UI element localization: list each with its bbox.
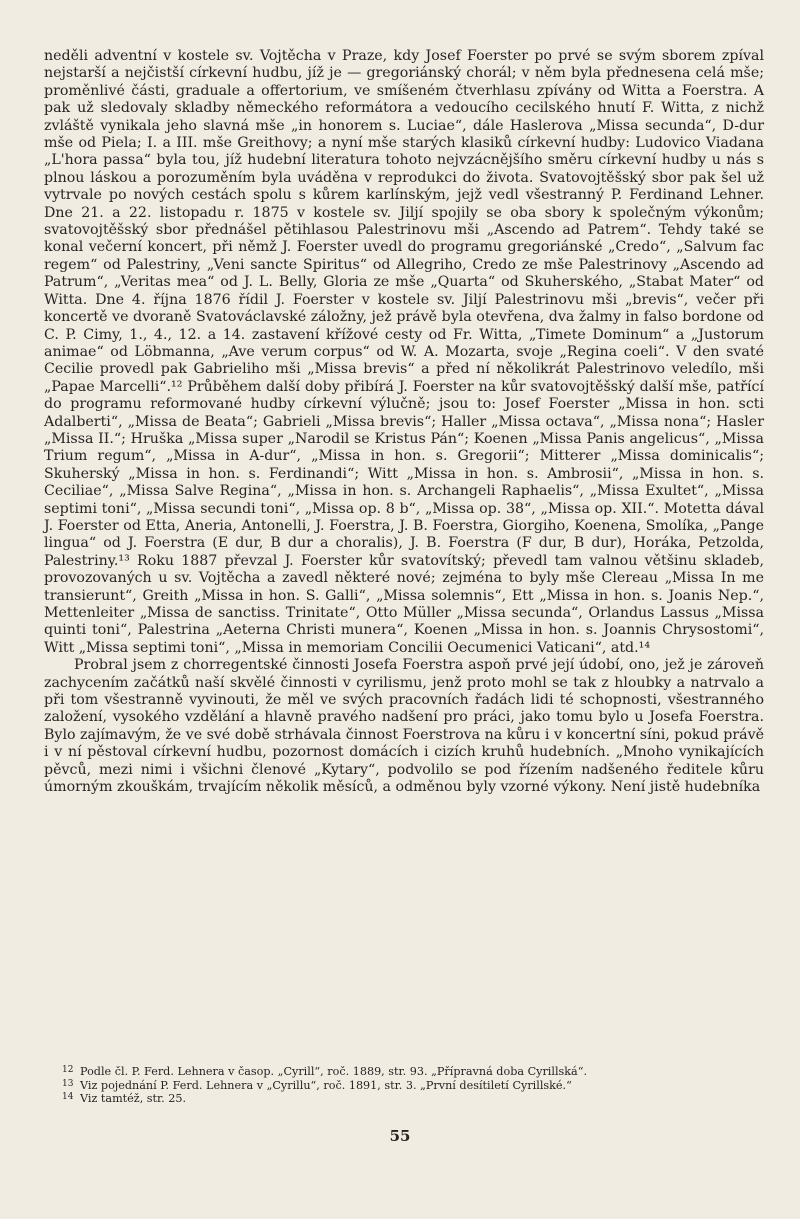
footnote-13 [62, 1079, 762, 1093]
footnote-number: 14 [62, 1092, 74, 1103]
footnote-number: 13 [62, 1078, 74, 1089]
footnote-text: Viz tamtéž, str. 25. [80, 1092, 187, 1106]
footnote-14 [62, 1092, 762, 1106]
page-number: 55 [389, 1127, 411, 1145]
paragraph-1: neděli adventní v kostele sv. Vojtěcha v Praze, kdy Josef Foerster po prvé se svým sborem zpíval nejstarší a nejčistší církevní hudbu, jíž je — gregoriánský chorál; v něm byla přednesena celá mše; proměnlivé části, graduale a offertorium, ve smíšeném čtverhlasu zpívány od Witta a Foerstra. A pak už sledovaly skladby německého reformátora a vedoucího cecilského hnutí F. Witta, z nichž zvláště vynikala jeho slavná mše „in honorem s. Luciae“, dále Haslerova „Missa secunda“, D-dur mše od Piela; I. a III. mše Greithovy; a nyní mše starých klasiků církevní hudby: Ludovico Viadana „L'hora passa“ byla tou, jíž hudební literatura tohoto nejvzácnějšího směru církevní hudby u nás s plnou láskou a porozuměním byla uváděna v reprodukci do života. Svatovojtěšský sbor pak šel už vytrvale po nových cestách spolu s kůrem karlínským, jejž vedl všestranný P. Ferdinand Lehner. Dne 21. a 22. listopadu r. 1875 v kostele sv. Jiljí spojily se oba sbory k společným výkonům; svatovojtěšský sbor přednášel pětihlasou Palestrinovu mši „Ascendo ad Patrem“. Tehdy také se konal večerní koncert, při němž J. Foerster uvedl do programu gregoriánské „Credo“, „Salvum fac regem“ od Palestriny, „Veni sancte Spiritus“ od Allegriho, Credo ze mše Palestrinovy „Ascendo ad Patrum“, „Veritas mea“ od J. L. Belly, Gloria ze mše „Quarta“ od Skuherského, „Stabat Mater“ od Witta. Dne 4. října 1876 řídil J. Foerster v kostele sv. Jiljí Palestrinovu mši „brevis“, večer při koncertě ve dvoraně Svatováclavské záložny, jež právě byla otevřena, dva žalmy in falso bordone od C. P. Cimy, 1., 4., 12. a 14. zastavení křížové cesty od Fr. Witta, „Timete Dominum“ a „Justorum animae“ od Löbmanna, „Ave verum corpus“ od W. A. Mozarta, svoje „Regina coeli“. V den svaté Cecilie provedl pak Gabrieliho mši „Missa brevis“ a před ní několikrát Palestrinovo veledílo, mši „Papae Marcelli“.¹² Průběhem další doby přibírá J. Foerster na kůr svatovojtěšský další mše, patřící do programu reformované hudby církevní výlučně; jsou to: Josef Foerster „Missa in hon. scti Adalberti“, „Missa de Beata“; Gabrieli „Missa brevis“; Haller „Missa octava“, „Missa nona“; Hasler „Missa II.“; Hruška „Missa super „Narodil se Kristus Pán“; Koenen „Missa Panis angelicus“, „Missa Trium regum“, „Missa in A-dur“, „Missa in hon. s. Gregorii“; Mitterer „Missa dominicalis“; Skuherský „Missa in hon. s. Ferdinandi“; Witt „Missa in hon. s. Ambrosii“, „Missa in hon. s. Ceciliae“, „Missa Salve Regina“, „Missa in hon. s. Archangeli Raphaelis“, „Missa Exultet“, „Missa septimi toni“, „Missa secundi toni“, „Missa op. 8 b“, „Missa op. 38“, „Missa op. XII.“. Motetta dával J. Foerster od Etta, Aneria, Antonelli, J. Foerstra, J. B. Foerstra, Giorgiho, Koenena, Smolíka, „Pange lingua“ od J. Foerstra (E dur, B dur a choralis), J. B. Foerstra (F dur, B dur), Horáka, Petzolda, Palestriny.¹³ Roku 1887 převzal J. Foerster kůr svatovítský; převedl tam valnou většinu skladeb, provozovaných u sv. Vojtěcha a zavedl některé nové; zejména to byly mše Clereau „Missa In me transierunt“, Greith „Missa in hon. S. Galli“, „Missa solemnis“, Ett „Missa in hon. s. Joanis Nep.“, Mettenleiter „Missa de sanctiss. Trinitate“, Otto Müller „Missa secunda“, Orlandus Lassus „Missa quinti toni“, Palestrina „Aeterna Christi munera“, Koenen „Missa in hon. s. Joannis Chrysostomi“, Witt „Missa septimi toni“, „Missa in memoriam Concilii Oecumenici Vaticani“, atd.¹⁴ [44, 48, 764, 656]
footnotes [62, 1065, 762, 1106]
footnote-text: Viz pojednání P. Ferd. Lehnera v „Cyrillu“, roč. 1891, str. 3. „První desítiletí Cyrillské.“ [80, 1078, 572, 1092]
footnote-12 [62, 1065, 762, 1079]
main-text [44, 48, 764, 796]
paragraph-2: Probral jsem z chorregentské činnosti Josefa Foerstra aspoň prvé její údobí, ono, jež je zároveň zachycením začátků naší skvělé činnosti v cyrilismu, jenž proto mohl se tak z hloubky a natrvalo a při tom všestranně vyvinouti, že měl ve svých pracovních řadách lidi té schopnosti, všestranného založení, vysokého vzdělání a hlavně pravého nadšení pro práci, jako tomu bylo u Josefa Foerstra. Bylo zajímavým, že ve své době strhávala činnost Foerstrova na kůru i v koncertní síni, pokud právě i v ní pěstoval církevní hudbu, pozornost domácích i cizích kruhů hudebních. „Mnoho vynikajících pěvců, mezi nimi i všichni členové „Kytary“, podvolilo se pod řízením nadšeného ředitele kůru úmorným zkouškám, trvajícím několik měsíců, a odměnou byly vzorné výkony. Není jistě hudebníka [44, 657, 764, 796]
footnote-text: Podle čl. P. Ferd. Lehnera v časop. „Cyrill“, roč. 1889, str. 93. „Přípravná doba Cyrillská“. [80, 1065, 588, 1078]
footnote-number: 12 [62, 1065, 74, 1075]
